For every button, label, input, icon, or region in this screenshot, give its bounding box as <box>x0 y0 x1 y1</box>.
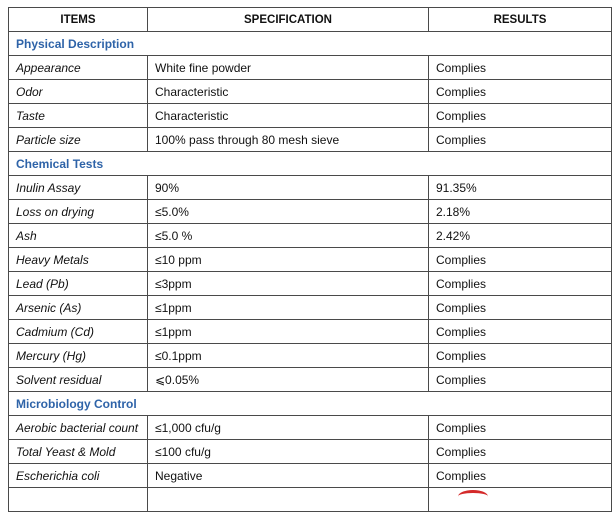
row-spec: ≤1ppm <box>148 296 429 320</box>
table-row <box>9 56 612 80</box>
row-item: Heavy Metals <box>9 248 148 272</box>
table-row <box>9 296 612 320</box>
row-result <box>429 488 612 512</box>
row-spec: ⩽0.05% <box>148 368 429 392</box>
section-title: Chemical Tests <box>9 152 612 176</box>
table-row <box>9 248 612 272</box>
row-item: Odor <box>9 80 148 104</box>
row-item: Escherichia coli <box>9 464 148 488</box>
row-item: Appearance <box>9 56 148 80</box>
row-result: Complies <box>429 248 612 272</box>
row-item <box>9 488 148 512</box>
table-row <box>9 176 612 200</box>
row-spec: ≤3ppm <box>148 272 429 296</box>
row-spec: 100% pass through 80 mesh sieve <box>148 128 429 152</box>
row-result: Complies <box>429 464 612 488</box>
header-results: RESULTS <box>429 8 612 32</box>
row-item: Cadmium (Cd) <box>9 320 148 344</box>
row-spec: ≤100 cfu/g <box>148 440 429 464</box>
section-row-chemical <box>9 152 612 176</box>
row-spec <box>148 488 429 512</box>
row-result: 2.18% <box>429 200 612 224</box>
section-row-microbiology <box>9 392 612 416</box>
header-row <box>9 8 612 32</box>
coa-table <box>8 7 612 512</box>
row-result: Complies <box>429 440 612 464</box>
row-result: Complies <box>429 416 612 440</box>
row-result: Complies <box>429 296 612 320</box>
table-row <box>9 128 612 152</box>
header-specification: SPECIFICATION <box>148 8 429 32</box>
row-spec: Negative <box>148 464 429 488</box>
table-row <box>9 200 612 224</box>
table-row <box>9 320 612 344</box>
table-row <box>9 104 612 128</box>
row-result: 2.42% <box>429 224 612 248</box>
row-item: Aerobic bacterial count <box>9 416 148 440</box>
row-result: Complies <box>429 368 612 392</box>
row-spec: Characteristic <box>148 80 429 104</box>
section-title: Physical Description <box>9 32 612 56</box>
row-spec: 90% <box>148 176 429 200</box>
row-item: Lead (Pb) <box>9 272 148 296</box>
table-row <box>9 440 612 464</box>
row-spec: ≤5.0 % <box>148 224 429 248</box>
row-result: Complies <box>429 272 612 296</box>
table-row-cut-off <box>9 488 612 512</box>
row-item: Inulin Assay <box>9 176 148 200</box>
row-item: Ash <box>9 224 148 248</box>
row-spec: ≤1ppm <box>148 320 429 344</box>
row-result: Complies <box>429 320 612 344</box>
table-row <box>9 368 612 392</box>
table-row <box>9 224 612 248</box>
row-item: Loss on drying <box>9 200 148 224</box>
table-row <box>9 80 612 104</box>
row-item: Mercury (Hg) <box>9 344 148 368</box>
row-item: Particle size <box>9 128 148 152</box>
row-result: Complies <box>429 104 612 128</box>
row-spec: Characteristic <box>148 104 429 128</box>
row-item: Taste <box>9 104 148 128</box>
row-spec: ≤0.1ppm <box>148 344 429 368</box>
row-spec: ≤1,000 cfu/g <box>148 416 429 440</box>
section-title: Microbiology Control <box>9 392 612 416</box>
row-spec: ≤5.0% <box>148 200 429 224</box>
row-item: Total Yeast & Mold <box>9 440 148 464</box>
row-spec: ≤10 ppm <box>148 248 429 272</box>
row-spec: White fine powder <box>148 56 429 80</box>
table-row <box>9 344 612 368</box>
table-row <box>9 416 612 440</box>
header-items: ITEMS <box>9 8 148 32</box>
table-row <box>9 272 612 296</box>
section-row-physical <box>9 32 612 56</box>
row-result: Complies <box>429 56 612 80</box>
row-result: Complies <box>429 344 612 368</box>
row-item: Solvent residual <box>9 368 148 392</box>
table-row <box>9 464 612 488</box>
row-item: Arsenic (As) <box>9 296 148 320</box>
row-result: Complies <box>429 128 612 152</box>
row-result: 91.35% <box>429 176 612 200</box>
row-result: Complies <box>429 80 612 104</box>
